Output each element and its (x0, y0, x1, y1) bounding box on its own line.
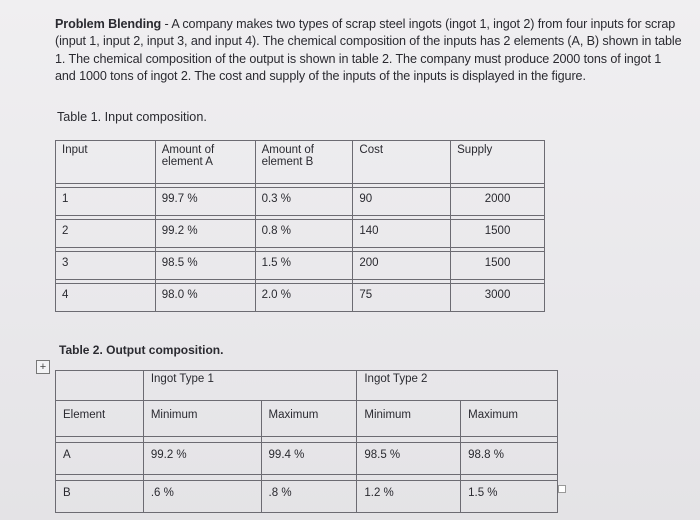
table-cell: 99.4 % (261, 443, 357, 475)
table-cell: 98.5 % (357, 443, 461, 475)
table-cell: 1.5 % (461, 481, 558, 513)
table-cell: 2000 (451, 188, 545, 216)
table1-caption-prefix: Table 1. (57, 110, 102, 124)
table-cell: 98.0 % (155, 284, 255, 312)
table-cell: 2.0 % (255, 284, 353, 312)
table1-caption-rest: Input composition. (101, 110, 207, 124)
table-cell: 99.2 % (155, 220, 255, 248)
table1-header-cell: Supply (451, 141, 545, 184)
problem-text: - A company makes two types of scrap steel ingots (ingot 1, ingot 2) from four inputs for scrap (input 1, input 2, input 3, and input 4). The chemical composition of the inputs has 2 elements (A, B) shown in table 1. The chemical composition of the output is shown in table 2. The company must produce 2000 tons of ingot 1 and 1000 tons of ingot 2. The cost and supply of the inputs of the inputs is displayed in the figure. (55, 17, 682, 83)
table-cell: 4 (56, 284, 156, 312)
table-row (56, 252, 545, 280)
table-cell: 2 (56, 220, 156, 248)
table-cell: 140 (353, 220, 451, 248)
table-cell: 0.3 % (255, 188, 353, 216)
output-composition-table (55, 370, 558, 513)
input-composition-table (55, 140, 545, 312)
table1-header-cell: Input (56, 141, 156, 184)
table1-caption (57, 110, 207, 124)
table-cell: 99.7 % (155, 188, 255, 216)
table2-header-cell: Maximum (461, 401, 558, 437)
table1-header-cell: Cost (353, 141, 451, 184)
table-cell: 0.8 % (255, 220, 353, 248)
table-cell: 1500 (451, 220, 545, 248)
table1-header-cell: Amount of element B (255, 141, 353, 184)
table-cell: 98.8 % (461, 443, 558, 475)
table-cell: 1500 (451, 252, 545, 280)
table-cell: 1.2 % (357, 481, 461, 513)
table-row (56, 481, 558, 513)
table2-caption: Table 2. Output composition. (59, 343, 224, 357)
table-cell: B (56, 481, 144, 513)
problem-statement (55, 16, 685, 85)
table-cell: A (56, 443, 144, 475)
table-row (56, 284, 545, 312)
table2-header-cell: Minimum (357, 401, 461, 437)
table2-header-cell: Minimum (143, 401, 261, 437)
table2-header-cell: Maximum (261, 401, 357, 437)
table-cell: 75 (353, 284, 451, 312)
table-cell: 98.5 % (155, 252, 255, 280)
table2-group-header: Ingot Type 1 (143, 371, 357, 401)
table-cell: 1 (56, 188, 156, 216)
table-cell: 90 (353, 188, 451, 216)
table-row (56, 220, 545, 248)
table-cell: .8 % (261, 481, 357, 513)
table-row (56, 443, 558, 475)
table-cell: 1.5 % (255, 252, 353, 280)
table2-group-header-row (56, 371, 558, 401)
table-resize-handle[interactable] (558, 485, 566, 493)
table1-header-row (56, 141, 545, 184)
table-cell: .6 % (143, 481, 261, 513)
table-cell: 3 (56, 252, 156, 280)
table-cell: 99.2 % (143, 443, 261, 475)
table1-header-cell: Amount of element A (155, 141, 255, 184)
table2-group-header: Ingot Type 2 (357, 371, 558, 401)
table-move-handle-icon[interactable]: + (36, 360, 50, 374)
table2-header-row (56, 401, 558, 437)
problem-title: Problem Blending (55, 17, 162, 31)
table-cell: 200 (353, 252, 451, 280)
table-cell: 3000 (451, 284, 545, 312)
table-row (56, 188, 545, 216)
table2-header-cell: Element (56, 401, 144, 437)
